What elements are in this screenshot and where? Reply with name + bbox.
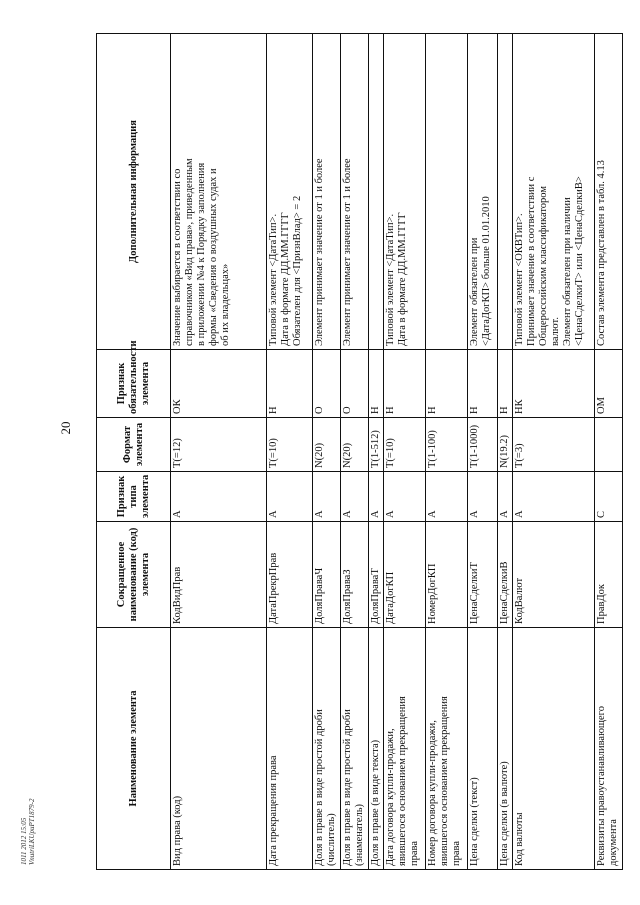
cell-text-line: А	[268, 510, 279, 518]
cell-element-name	[384, 628, 426, 870]
cell-element-code	[369, 522, 384, 628]
cell-text-line: N(19.2)	[499, 435, 510, 468]
cell-element-format	[341, 418, 369, 472]
cell-element-name	[595, 628, 623, 870]
cell-text-line: Доля в праве (в виде текста)	[370, 739, 381, 866]
cell-text-line: Цена сделки (в валюте)	[499, 761, 510, 866]
cell-element-name	[171, 628, 267, 870]
header-required: Признак обязательности элемента	[97, 350, 171, 418]
cell-element-code	[498, 522, 513, 628]
cell-element-format	[369, 418, 384, 472]
table-body	[171, 34, 623, 870]
cell-text-line: ДоляПраваТ	[370, 568, 381, 624]
cell-element-name	[426, 628, 468, 870]
cell-element-info	[384, 34, 426, 350]
cell-text-line: ДатаПрекрПрав	[268, 552, 279, 624]
cell-text-line: Типовой элемент <ДатаТип>.	[268, 213, 279, 346]
cell-text-line: А	[385, 510, 396, 518]
cell-text-line: документа	[608, 819, 619, 866]
cell-element-info	[313, 34, 341, 350]
table-row	[267, 34, 313, 870]
cell-element-type	[426, 472, 468, 522]
cell-text-line: НК	[514, 399, 525, 414]
cell-text-line: Номер договора купли-продажи,	[427, 720, 438, 866]
table-header-row	[97, 34, 171, 870]
cell-element-code	[426, 522, 468, 628]
cell-text-line: (знаменатель)	[354, 803, 365, 866]
cell-text-line: Вид права (код)	[172, 795, 183, 866]
table-row	[498, 34, 513, 870]
cell-text-line: <ДатаДогКП> больше 01.01.2010	[481, 196, 492, 346]
header-type: Признак типа элемента	[97, 472, 171, 522]
cell-element-type	[595, 472, 623, 522]
cell-element-info	[468, 34, 498, 350]
cell-text-line: ОК	[172, 399, 183, 414]
cell-text-line: Н	[427, 406, 438, 414]
cell-text-line: А	[499, 510, 510, 518]
table-row	[171, 34, 267, 870]
cell-text-line: Элемент обязателен при	[469, 237, 480, 346]
cell-element-required	[468, 350, 498, 418]
cell-text-line: ДоляПраваЗ	[342, 569, 353, 624]
cell-element-type	[384, 472, 426, 522]
cell-text-line: Типовой элемент <ОКВТип>.	[514, 213, 525, 346]
cell-element-type	[341, 472, 369, 522]
cell-text-line: А	[514, 510, 525, 518]
cell-element-code	[513, 522, 595, 628]
cell-element-format	[384, 418, 426, 472]
cell-text-line: А	[342, 510, 353, 518]
cell-text-line: в приложении №4 к Порядку заполнения	[196, 162, 207, 346]
cell-text-line: валют.	[550, 317, 561, 346]
cell-element-info	[267, 34, 313, 350]
cell-text-line: Н	[385, 406, 396, 414]
cell-text-line: О	[314, 406, 325, 414]
header-info: Дополнительная информация	[97, 34, 171, 350]
cell-element-code	[595, 522, 623, 628]
stamp-line: VnutriLKUpuPT1879-2	[28, 798, 36, 865]
cell-element-type	[513, 472, 595, 522]
cell-element-info	[498, 34, 513, 350]
table-row	[341, 34, 369, 870]
cell-text-line: Доля в праве в виде простой дроби	[314, 709, 325, 866]
cell-text-line: Т(=3)	[514, 443, 525, 468]
header-format: Формат элемента	[97, 418, 171, 472]
cell-element-format	[267, 418, 313, 472]
cell-element-name	[267, 628, 313, 870]
cell-text-line: А	[314, 510, 325, 518]
cell-element-code	[384, 522, 426, 628]
cell-element-format	[513, 418, 595, 472]
cell-text-line: А	[172, 510, 183, 518]
cell-text-line: Т(=10)	[268, 438, 279, 468]
cell-text-line: права	[409, 840, 420, 866]
cell-element-format	[171, 418, 267, 472]
cell-text-line: КодВалют	[514, 577, 525, 624]
cell-text-line: Элемент принимает значение от 1 и более	[314, 158, 325, 346]
cell-text-line: ЦенаСделкиТ	[469, 562, 480, 624]
cell-element-name	[468, 628, 498, 870]
cell-text-line: ДатаДогКП	[385, 571, 396, 624]
cell-element-format	[595, 418, 623, 472]
cell-text-line: формы «Сведения о воздушных судах и	[208, 168, 219, 346]
cell-text-line: права	[451, 840, 462, 866]
cell-text-line: С	[596, 510, 607, 518]
cell-element-required	[426, 350, 468, 418]
cell-element-info	[171, 34, 267, 350]
cell-text-line: КодВидПрав	[172, 566, 183, 624]
cell-text-line: Н	[469, 406, 480, 414]
cell-text-line: ЦенаСделкиВ	[499, 561, 510, 624]
cell-element-name	[313, 628, 341, 870]
cell-text-line: Общероссийским классификатором	[538, 186, 549, 346]
cell-element-type	[369, 472, 384, 522]
cell-element-info	[513, 34, 595, 350]
cell-text-line: О	[342, 406, 353, 414]
cell-text-line: об их владельцах»	[220, 263, 231, 346]
header-name: Наименование элемента	[97, 628, 171, 870]
cell-text-line: Цена сделки (текст)	[469, 777, 480, 866]
cell-text-line: А	[427, 510, 438, 518]
cell-element-name	[341, 628, 369, 870]
cell-element-type	[267, 472, 313, 522]
cell-element-code	[468, 522, 498, 628]
cell-element-info	[369, 34, 384, 350]
table-row	[468, 34, 498, 870]
cell-element-required	[498, 350, 513, 418]
print-stamp	[20, 798, 36, 865]
cell-element-format	[426, 418, 468, 472]
cell-element-format	[498, 418, 513, 472]
cell-text-line: Дата договора купли-продажи,	[385, 728, 396, 866]
stamp-line: 1011 2012 15:05	[20, 817, 28, 865]
cell-text-line: НомерДогКП	[427, 563, 438, 624]
cell-text-line: Код валюты	[514, 812, 525, 866]
cell-text-line: <ЦенаСделкиТ> или <ЦенаСделкиВ>	[574, 176, 585, 346]
cell-text-line: А	[469, 510, 480, 518]
cell-text-line: Дата в формате ДД.ММ.ГГГГ	[397, 212, 408, 346]
table-row	[384, 34, 426, 870]
cell-element-code	[341, 522, 369, 628]
rotated-table-wrapper	[96, 34, 619, 870]
cell-element-required	[341, 350, 369, 418]
cell-text-line: Реквизиты правоустанавливающего	[596, 706, 607, 866]
cell-text-line: ОМ	[596, 397, 607, 414]
cell-text-line: справочником «Вид права», приведенным	[184, 158, 195, 346]
cell-text-line: Т(=12)	[172, 438, 183, 468]
cell-text-line: Н	[499, 406, 510, 414]
cell-element-format	[313, 418, 341, 472]
table-row	[313, 34, 341, 870]
cell-element-name	[498, 628, 513, 870]
cell-element-required	[513, 350, 595, 418]
cell-text-line: ПравДок	[596, 584, 607, 624]
cell-element-code	[313, 522, 341, 628]
table-row	[426, 34, 468, 870]
cell-text-line: явившегося основанием прекращения	[439, 696, 450, 866]
cell-element-type	[171, 472, 267, 522]
table-row	[513, 34, 595, 870]
cell-element-code	[267, 522, 313, 628]
cell-element-type	[468, 472, 498, 522]
cell-element-info	[595, 34, 623, 350]
cell-element-required	[171, 350, 267, 418]
cell-element-info	[426, 34, 468, 350]
cell-text-line: явившегося основанием прекращения	[397, 696, 408, 866]
cell-element-name	[369, 628, 384, 870]
cell-text-line: А	[370, 510, 381, 518]
cell-text-line: Т(1-1000)	[469, 424, 480, 468]
cell-text-line: Элемент обязателен при наличии	[562, 197, 573, 346]
cell-text-line: Состав элемента представлен в табл. 4.13	[596, 160, 607, 346]
cell-text-line: ДоляПраваЧ	[314, 567, 325, 624]
cell-element-info	[341, 34, 369, 350]
header-code: Сокращенное наименование (код) элемента	[97, 522, 171, 628]
cell-element-required	[369, 350, 384, 418]
cell-text-line: Значение выбирается в соответствии со	[172, 168, 183, 346]
cell-text-line: Обязателен для <ПризнВлад> = 2	[292, 195, 303, 346]
cell-element-required	[384, 350, 426, 418]
cell-element-name	[513, 628, 595, 870]
elements-table	[96, 33, 623, 870]
cell-text-line: Н	[370, 406, 381, 414]
cell-text-line: Т(=10)	[385, 438, 396, 468]
cell-text-line: Н	[268, 406, 279, 414]
cell-text-line: Элемент принимает значение от 1 и более	[342, 158, 353, 346]
cell-text-line: Дата прекращения права	[268, 755, 279, 866]
cell-text-line: Доля в праве в виде простой дроби	[342, 709, 353, 866]
cell-element-required	[595, 350, 623, 418]
cell-element-type	[313, 472, 341, 522]
cell-text-line: Т(1-512)	[370, 430, 381, 468]
cell-text-line: N(20)	[342, 442, 353, 468]
cell-element-type	[498, 472, 513, 522]
cell-element-format	[468, 418, 498, 472]
table-row	[595, 34, 623, 870]
cell-text-line: Принимает значение в соответствии с	[526, 176, 537, 346]
cell-element-required	[313, 350, 341, 418]
cell-text-line: N(20)	[314, 442, 325, 468]
page-number: 20	[58, 421, 73, 435]
cell-text-line: (числитель)	[326, 813, 337, 866]
cell-text-line: Дата в формате ДД.ММ.ГГГГ	[280, 212, 291, 346]
cell-text-line: Т(1-100)	[427, 430, 438, 468]
cell-text-line: Типовой элемент <ДатаТип>.	[385, 213, 396, 346]
cell-element-code	[171, 522, 267, 628]
cell-element-required	[267, 350, 313, 418]
table-row	[369, 34, 384, 870]
